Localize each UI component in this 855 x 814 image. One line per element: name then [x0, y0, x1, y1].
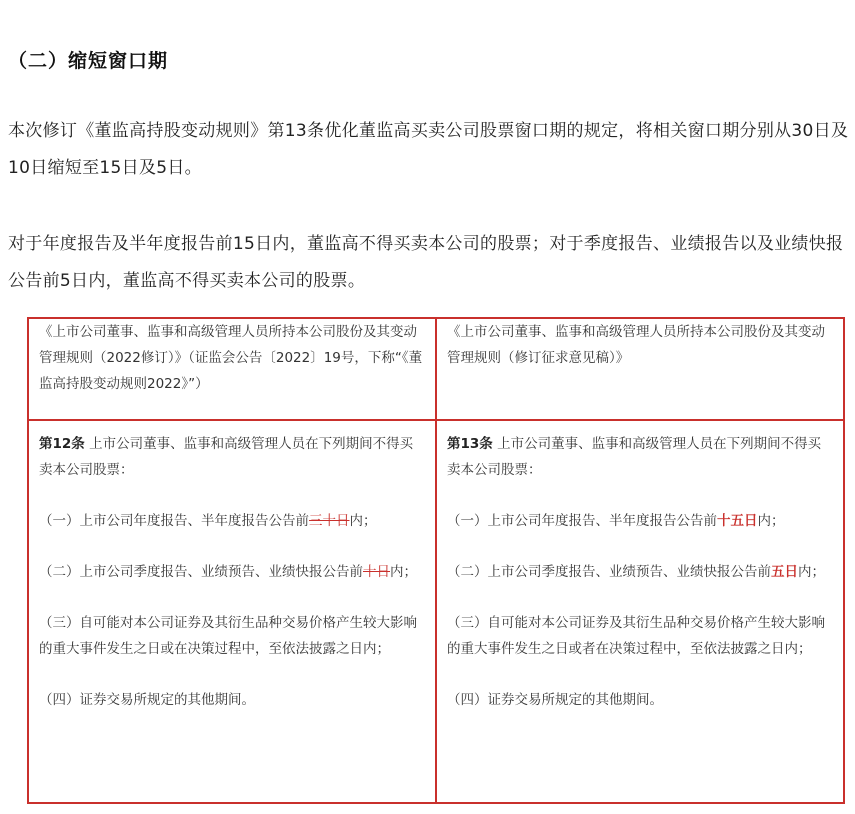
left-item-2-suffix: 内；	[390, 564, 417, 580]
right-item-2-text: （二）上市公司季度报告、业绩预告、业绩快报公告前	[447, 564, 771, 580]
right-item-1	[447, 508, 833, 534]
right-item-2-suffix: 内；	[798, 564, 825, 580]
left-item-1-text: （一）上市公司年度报告、半年度报告公告前	[39, 513, 309, 529]
right-header-cell	[436, 318, 844, 420]
left-body-cell	[28, 420, 436, 803]
paragraph-intro: 本次修订《董监高持股变动规则》第13条优化董监高买卖公司股票窗口期的规定，将相关窗口期分别从30日及10日缩短至15日及5日。	[8, 121, 849, 178]
right-article-number: 第13条	[447, 436, 493, 452]
left-item-2-deleted: 十日	[363, 564, 390, 580]
section-heading: （二）缩短窗口期	[8, 50, 169, 72]
right-item-2	[447, 559, 833, 585]
left-item-1-suffix: 内；	[349, 513, 377, 529]
table-body-row	[28, 420, 844, 803]
right-article-intro-text: 上市公司董事、监事和高级管理人员在下列期间不得买卖本公司股票：	[447, 436, 822, 478]
right-item-3: （三）自可能对本公司证券及其衍生品种交易价格产生较大影响的重大事件发生之日或者在决策过程中，至依法披露之日内；	[447, 615, 825, 657]
left-item-3: （三）自可能对本公司证券及其衍生品种交易价格产生较大影响的重大事件发生之日或在决策过程中，至依法披露之日内；	[39, 615, 417, 657]
table-header-row	[28, 318, 844, 420]
left-item-1	[39, 508, 425, 534]
right-item-4: （四）证券交易所规定的其他期间。	[447, 692, 663, 708]
right-item-2-inserted: 五日	[771, 564, 798, 580]
left-article-intro-text: 上市公司董事、监事和高级管理人员在下列期间不得买卖本公司股票：	[39, 436, 414, 478]
left-item-2-text: （二）上市公司季度报告、业绩预告、业绩快报公告前	[39, 564, 363, 580]
right-item-1-text: （一）上市公司年度报告、半年度报告公告前	[447, 513, 717, 529]
left-article-intro	[39, 431, 425, 483]
left-header-text: 《上市公司董事、监事和高级管理人员所持本公司股份及其变动管理规则（2022修订）》（证监会公告〔2022〕19号，下称“《董监高持股变动规则2022》”）	[39, 324, 423, 392]
left-header-cell	[28, 318, 436, 420]
right-header-text: 《上市公司董事、监事和高级管理人员所持本公司股份及其变动管理规则（修订征求意见稿）》	[447, 324, 825, 366]
comparison-table	[27, 317, 845, 804]
right-item-1-suffix: 内；	[757, 513, 785, 529]
right-article-intro	[447, 431, 833, 483]
right-item-1-inserted: 十五日	[717, 513, 758, 529]
left-article-number: 第12条	[39, 436, 85, 452]
right-body-cell	[436, 420, 844, 803]
left-item-4: （四）证券交易所规定的其他期间。	[39, 692, 255, 708]
left-item-1-deleted: 三十日	[309, 513, 350, 529]
left-item-2	[39, 559, 425, 585]
paragraph-detail: 对于年度报告及半年度报告前15日内，董监高不得买卖本公司的股票；对于季度报告、业绩报告以及业绩快报公告前5日内，董监高不得买卖本公司的股票。	[8, 234, 844, 291]
